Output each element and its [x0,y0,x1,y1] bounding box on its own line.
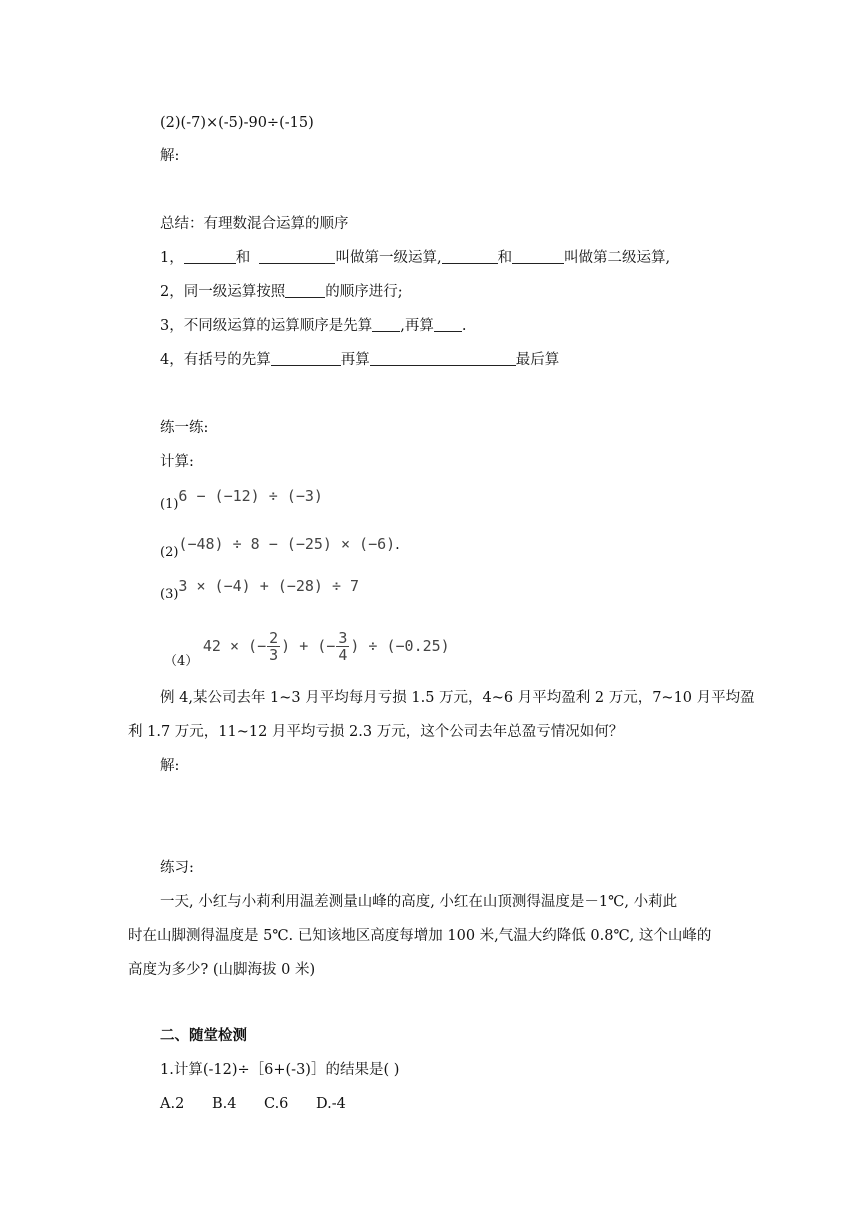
solution-label: 解: [160,148,180,164]
fill-blank[interactable] [271,350,341,366]
summary-item-4: 4，有括号的先算 再算 最后算 [160,352,560,368]
summary-title: 总结：有理数混合运算的顺序 [160,216,349,232]
example-4-line-2: 利 1.7 万元，11~12 月平均亏损 2.3 万元，这个公司去年总盈亏情况如何？ [128,724,624,740]
section-2-title: 二、随堂检测 [160,1028,247,1044]
math-expression: (−48) ÷ 8 − (−25) × (−6) [178,535,396,553]
summary-item-3: 3，不同级运算的运算顺序是先算 ,再算 . [160,318,467,334]
summary-item-1: 1， 和 叫做第一级运算, 和 叫做第二级运算, [160,250,671,266]
fill-blank[interactable] [512,248,564,264]
fill-blank[interactable] [370,350,516,366]
calc-label: 计算: [160,454,194,470]
option-d[interactable]: D.-4 [316,1096,346,1112]
fraction: $\frac{3}{4}$ [338,629,348,664]
exercise-line-3: 高度为多少? (山脚海拔 0 米) [128,962,316,978]
option-a[interactable]: A.2 [160,1096,185,1112]
fraction: $\frac{2}{3}$ [269,629,279,664]
fill-blank[interactable] [442,248,498,264]
option-b[interactable]: B.4 [212,1096,237,1112]
option-c[interactable]: C.6 [264,1096,289,1112]
fill-blank[interactable] [259,248,335,264]
problem-2: (2)(-7)×(-5)-90÷(-15) [160,115,314,131]
fill-blank[interactable] [372,316,400,332]
example-4-line-1: 例 4,某公司去年 1~3 月平均每月亏损 1.5 万元，4~6 月平均盈利 2 万元，7~10 月平均盈 [160,690,755,706]
practice-3: (3)3 × (−4) + (−28) ÷ 7 [160,577,360,602]
quiz-question-1: 1.计算(-12)÷［6+(-3)］的结果是( ) [160,1062,400,1078]
math-expression: 42 × (− $\frac{2}{3}$ ) + (− $\frac{3}{4}$ ) ÷ (−0.25) [202,629,450,664]
math-expression: 3 × (−4) + (−28) ÷ 7 [178,577,360,595]
math-expression: 6 − (−12) ÷ (−3) [178,487,323,505]
practice-title: 练一练: [160,420,209,436]
exercise-line-2: 时在山脚测得温度是 5℃. 已知该地区高度每增加 100 米,气温大约降低 0.8℃, 这个山峰的 [128,928,712,944]
practice-4: （4） 42 × (− $\frac{2}{3}$ ) + (− $\frac{3}{4}$ ) ÷ (−0.25) [164,629,450,669]
practice-1: (1)6 − (−12) ÷ (−3) [160,487,323,512]
fill-blank[interactable] [285,282,325,298]
exercise-line-1: 一天, 小红与小莉利用温差测量山峰的高度, 小红在山顶测得温度是－1℃, 小莉此 [160,894,678,910]
fill-blank[interactable] [434,316,462,332]
quiz-options [160,1094,368,1114]
solution-label: 解: [160,758,180,774]
summary-item-2: 2，同一级运算按照 的顺序进行; [160,284,403,300]
fill-blank[interactable] [184,248,236,264]
practice-2: (2)(−48) ÷ 8 − (−25) × (−6). [160,535,400,560]
exercise-title: 练习: [160,860,194,876]
